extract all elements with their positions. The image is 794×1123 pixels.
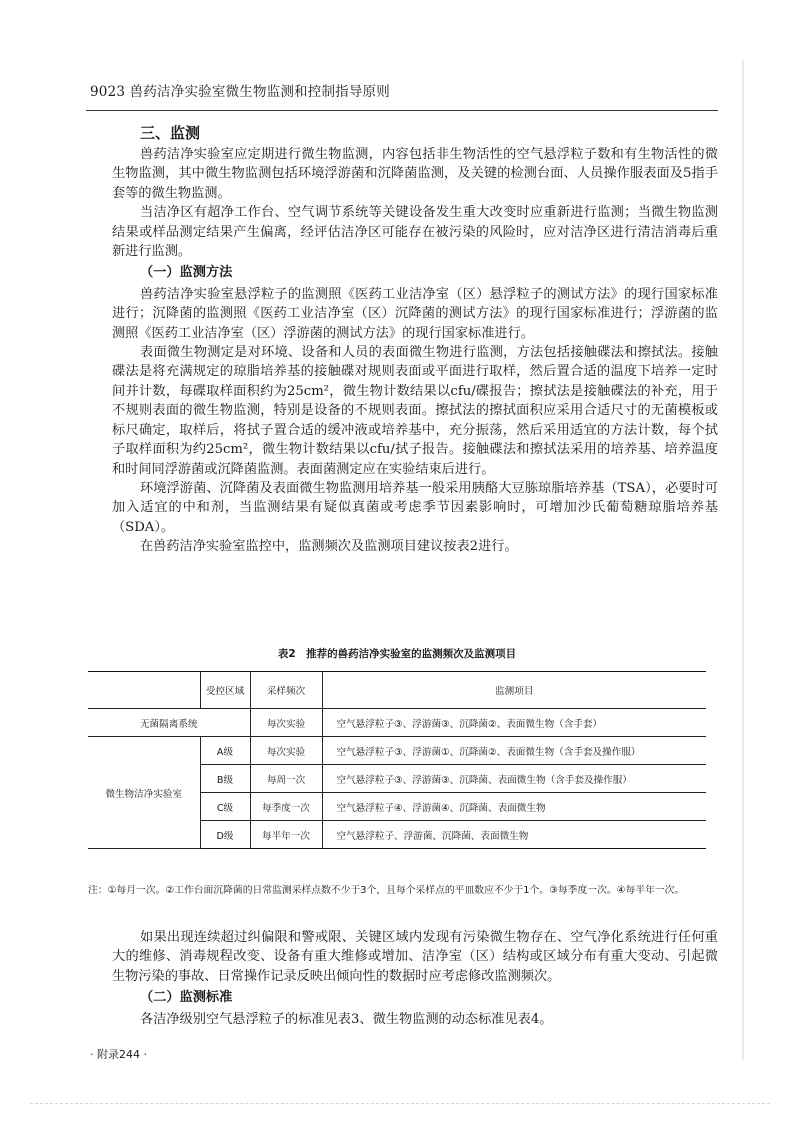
cell-freq: 每周一次 [250,765,322,793]
cell-items: 空气悬浮粒子③、浮游菌③、沉降菌、表面微生物（含手套及操作服） [322,765,706,793]
body-block-1 [112,145,718,557]
paragraph: 当洁净区有超净工作台、空气调节系统等关键设备发生重大改变时应重新进行监测；当微生物监测结果或样品测定结果产生偏离，经评估洁净区可能存在被污染的风险时，应对洁净区进行清洁消毒后重新进行监测。 [112,205,718,260]
running-header: 9023 兽药洁净实验室微生物监测和控制指导原则 [90,84,390,100]
cell-grade: C级 [200,793,250,821]
header-items: 监测项目 [322,672,706,709]
table-header-row [88,672,706,709]
cell-grade: D级 [200,821,250,849]
header-freq: 采样频次 [250,672,322,709]
paragraph: 兽药洁净实验室应定期进行微生物监测，内容包括非生物活性的空气悬浮粒子数和有生物活性的微生物监测，其中微生物监测包括环境浮游菌和沉降菌监测，及关键的检测台面、人员操作服表面及5指手套等的微生物监测。 [112,147,718,201]
paragraph: 在兽药洁净实验室监控中，监测频次及监测项目建议按表2进行。 [140,539,518,555]
cell-lab: 微生物洁净实验室 [88,737,200,849]
cell-items: 空气悬浮粒子④、浮游菌④、沉降菌、表面微生物 [322,793,706,821]
scan-bottom-edge [30,1103,770,1104]
table-note: 注：①每月一次。②工作台面沉降菌的日常监测采样点数不少于3个，且每个采样点的平皿数应不少于1个。③每季度一次。④每半年一次。 [88,885,685,896]
cell-freq: 每次实验 [250,709,322,737]
cell-freq: 每季度一次 [250,793,322,821]
paragraph: 表面微生物测定是对环境、设备和人员的表面微生物进行监测，方法包括接触碟法和擦拭法。接触碟法是将充满规定的琼脂培养基的接触碟对规则表面或平面进行取样，然后置合适的温度下培养一定时间并计数，每碟取样面积约为25cm²，微生物计数结果以cfu/碟报告；擦拭法是接触碟法的补充，用于不规则表面的微生物监测，特别是设备的不规则表面。擦拭法的擦拭面积应采用合适尺寸的无菌模板或标尺确定，取样后，将拭子置合适的缓冲液或培养基中，充分振荡，然后采用适宜的方法计数，每个拭子取样面积为约25cm²，微生物计数结果以cfu/拭子报告。接触碟法和擦拭法采用的培养基、培养温度和时间同浮游菌或沉降菌监测。表面菌测定应在实验结束后进行。 [112,345,718,477]
table-row [88,737,706,765]
cell-items: 空气悬浮粒子、浮游菌、沉降菌、表面微生物 [322,821,706,849]
cell-grade: B级 [200,765,250,793]
header-rule [86,110,718,111]
cell-freq: 每次实验 [250,737,322,765]
cell-grade: A级 [200,737,250,765]
paragraph: 各洁净级别空气悬浮粒子的标准见表3、微生物监测的动态标准见表4。 [140,1011,553,1027]
paragraph: 如果出现连续超过纠偏限和警戒限、关键区域内发现有污染微生物存在、空气净化系统进行任何重大的维修、消毒规程改变、设备有重大维修或增加、洁净室（区）结构或区域分布有重大变动、引起微生物污染的事故、日常操作记录反映出倾向性的数据时应考虑修改监测频次。 [112,930,718,984]
section-title: 三、监测 [140,124,201,142]
table-row [88,709,706,737]
paragraph: 环境浮游菌、沉降菌及表面微生物监测用培养基一般采用胰酪大豆胨琼脂培养基（TSA），必要时可加入适宜的中和剂，当监测结果有疑似真菌或考虑季节因素影响时，可增加沙氏葡萄糖琼脂培养基（SDA）。 [112,480,718,535]
page-number: · 附录244 · [90,1048,147,1061]
scan-edge-shadow [742,60,744,1060]
monitoring-table [88,671,706,849]
cell-items: 空气悬浮粒子③、浮游菌③、沉降菌②、表面微生物（含手套） [322,709,706,737]
cell-items: 空气悬浮粒子③、浮游菌①、沉降菌②、表面微生物（含手套及操作服） [322,737,706,765]
body-block-2 [112,928,718,1029]
paragraph: 兽药洁净实验室悬浮粒子的监测照《医药工业洁净室（区）悬浮粒子的测试方法》的现行国家标准进行；沉降菌的监测照《医药工业洁净室（区）沉降菌的测试方法》的现行国家标准进行；浮游菌的监测照《医药工业洁净室（区）浮游菌的测试方法》的现行国家标准进行。 [112,286,718,341]
subsection-title: （二）监测标准 [140,990,233,1006]
subsection-title: （一）监测方法 [140,265,233,281]
cell-system: 无菌隔离系统 [88,709,250,737]
header-zone: 受控区域 [200,672,250,709]
table-caption: 表2 推荐的兽药洁净实验室的监测频次及监测项目 [277,648,517,660]
cell-freq: 每半年一次 [250,821,322,849]
